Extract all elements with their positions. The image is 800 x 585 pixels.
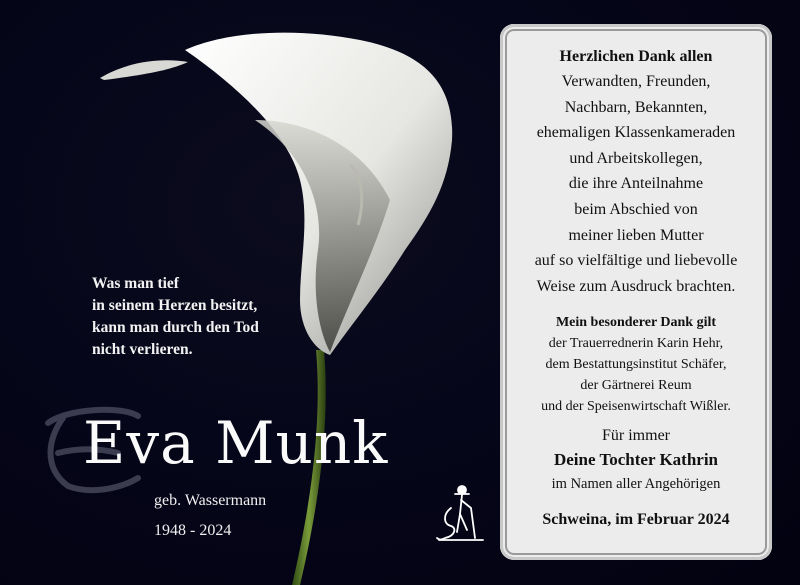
forever-line: Für immer bbox=[602, 427, 670, 445]
on-behalf-line: im Namen aller Angehörigen bbox=[551, 476, 721, 493]
special-thanks-body: der Trauerrednerin Karin Hehr, dem Bestattungsinstitut Schäfer, der Gärtnerei Reum und der Speisenwirtschaft Wißler. bbox=[541, 336, 731, 415]
place-date: Schweina, im Februar 2024 bbox=[542, 511, 730, 529]
thanks-panel bbox=[500, 24, 772, 560]
deceased-name: Eva Munk bbox=[83, 409, 389, 477]
special-thanks-heading: Mein besonderer Dank gilt bbox=[555, 315, 717, 331]
thanks-heading: Herzlichen Dank allen bbox=[559, 48, 713, 65]
memorial-quote: Was man tief in seinem Herzen besitzt, kann man durch den Tod nicht verlieren. bbox=[92, 275, 259, 358]
signature-daughter: Deine Tochter Kathrin bbox=[553, 450, 719, 470]
birth-name: geb. Wassermann bbox=[154, 492, 267, 509]
thanks-body: Verwandten, Freunden, Nachbarn, Bekannten, ehemaligen Klassenkameraden und Arbeitskollegen, die ihre Anteilnahme beim Abschied von meiner lieben Mutter auf so vielfältige und liebevolle Weise zum Ausdruck brachten. bbox=[534, 73, 738, 295]
walking-figure-logo bbox=[435, 480, 487, 544]
life-years: 1948 - 2024 bbox=[154, 522, 232, 539]
